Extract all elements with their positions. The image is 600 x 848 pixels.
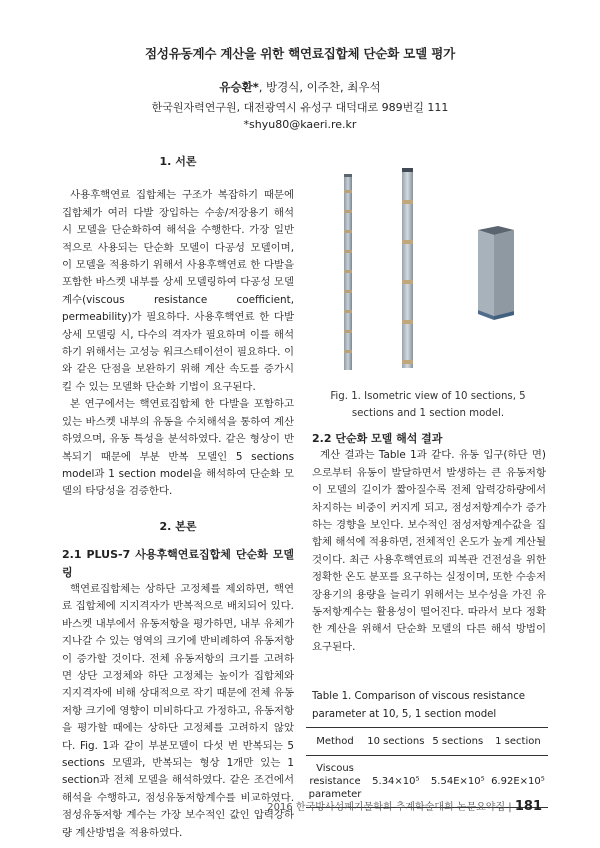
subsection-heading-2-1: 2.1 PLUS-7 사용후핵연료집합체 단순화 모델링 [62,548,294,579]
table-cell: 5.34×10⁵ [364,756,428,808]
corresponding-marker: * [252,80,259,94]
page-number: 181 [514,799,542,814]
right-column [312,430,546,656]
table-header-cell: 10 sections [364,728,428,756]
affiliation: 한국원자력연구원, 대전광역시 유성구 대덕대로 989번길 111 [151,101,449,114]
isometric-model-figure [318,160,536,380]
author-email: *shyu80@kaeri.re.kr [243,118,357,131]
ten-section-model [344,174,352,370]
table-row-label: Viscous resistance parameter [306,756,364,808]
left-column [62,150,294,842]
table-cell: 6.92E×10⁵ [488,756,548,808]
results-table [306,727,548,808]
section-heading-intro: 1. 서론 [159,155,197,168]
table-header-cell: Method [306,728,364,756]
page-footer [267,798,542,814]
table-header-row [306,728,548,756]
intro-paragraph-1: 사용후핵연료 집합체는 구조가 복잡하기 때문에 집합체가 여러 다발 장입하는 수송/저장용기 해석 시 모델을 단순화하여 해석을 수행한다. 가장 일반적으로 사용되는 단순화 모델이 다공성 모델이며, 이 모델을 적용하기 위해서 사용후핵연료 한 다발을 포함한 바스켓 내부를 상세 모델링하여 다공성 모델 계수(viscous resistance coefficient, permeability)가 필요하다. 사용후핵연료 한 다발 상세 모델링 시, 다수의 격자가 필요하며 이를 해석하기 위해서는 고성능 워크스테이션이 필요하다. 이와 같은 단점을 보완하기 위해 계산 속도를 증가시킬 수 있는 모델화 단순화 기법이 요구된다. [62,189,294,393]
author-line [0,79,600,95]
body-paragraph-2-2: 계산 결과는 Table 1과 같다. 유동 입구(하단 면)으로부터 유동이 발달하면서 발생하는 큰 유동저항이 모델의 길이가 짧아질수록 전체 압력강하량에서 차지하는 비중이 커지게 되고, 점성저항계수가 증가하는 경향을 보인다. 보수적인 점성저항계수값을 집합체 해석에 적용하면, 전체적인 온도가 높게 계산될 것이다. 최근 사용후핵연료의 피복관 건전성을 위한 정확한 온도 분포를 요구하는 실정이며, 또한 수송저장용기의 용량을 늘리기 위해서는 보수성을 가진 유동저항계수는 활용성이 떨어진다. 따라서 보다 정확한 계산을 위해서 단순화 모델의 다른 해석 방법이 요구된다. [312,449,546,653]
proceedings-name: 2016 한국방사성폐기물학회 추계학술대회 논문요약집 | [267,802,515,813]
section-heading-body: 2. 본론 [159,519,197,533]
table-header-cell: 5 sections [428,728,488,756]
figure-caption: Fig. 1. Isometric view of 10 sections, 5 sections and 1 section model. [330,391,526,419]
co-authors: , 방경식, 이주찬, 최우석 [258,80,381,94]
table-header-cell: 1 section [488,728,548,756]
one-section-model [478,226,514,320]
table-caption: Table 1. Comparison of viscous resistance parameter at 10, 5, 1 section model [312,691,526,720]
presenting-author: 유승환 [219,80,253,94]
five-section-model [402,168,413,368]
subsection-heading-2-2: 2.2 단순화 모델 해석 결과 [312,432,443,445]
intro-paragraph-2: 본 연구에서는 핵연료집합체 한 다발을 포함하고 있는 바스켓 내부의 유동을 수치해석을 통하여 계산하였으며, 유동 특성을 분석하였다. 같은 형상이 반복되기 때문에 부분 반복 모델인 5 sections model과 1 section model을 해석하여 단순화 모델의 타당성을 검증한다. [62,398,294,498]
table-cell: 5.54E×10⁵ [428,756,488,808]
body-paragraph-2-1: 핵연료집합체는 상하단 고정체를 제외하면, 핵연료 집합체에 지지격자가 반복적으로 배치되어 있다. 바스켓 내부에서 유동저항을 평가하면, 내부 유체가 지나갈 수 있는 영역의 크기에 반비례하여 유동저항이 증가할 것이다. 전체 유동저항의 크기를 고려하면 상단 고정체와 하단 고정체는 높이가 집합체와 지지격자에 비해 상대적으로 작기 때문에 전체 유동저항 크기에 영향이 미비하다고 가정하고, 유동저항을 평가할 때에는 상하단 고정체를 고려하지 않았다. Fig. 1과 같이 부분모델이 다섯 번 반복되는 5 sections 모델과, 반복되는 형상 1개만 있는 1 section과 전체 모델을 해석하였다. 같은 조건에서 해석을 수행하고, 점성유동저항계수를 비교하였다. 점성유동저항 계수는 가장 보수적인 값인 압력강하량 계산방법을 적용하였다. [62,582,294,839]
paper-title: 점성유동계수 계산을 위한 핵연료집합체 단순화 모델 평가 [145,46,455,61]
